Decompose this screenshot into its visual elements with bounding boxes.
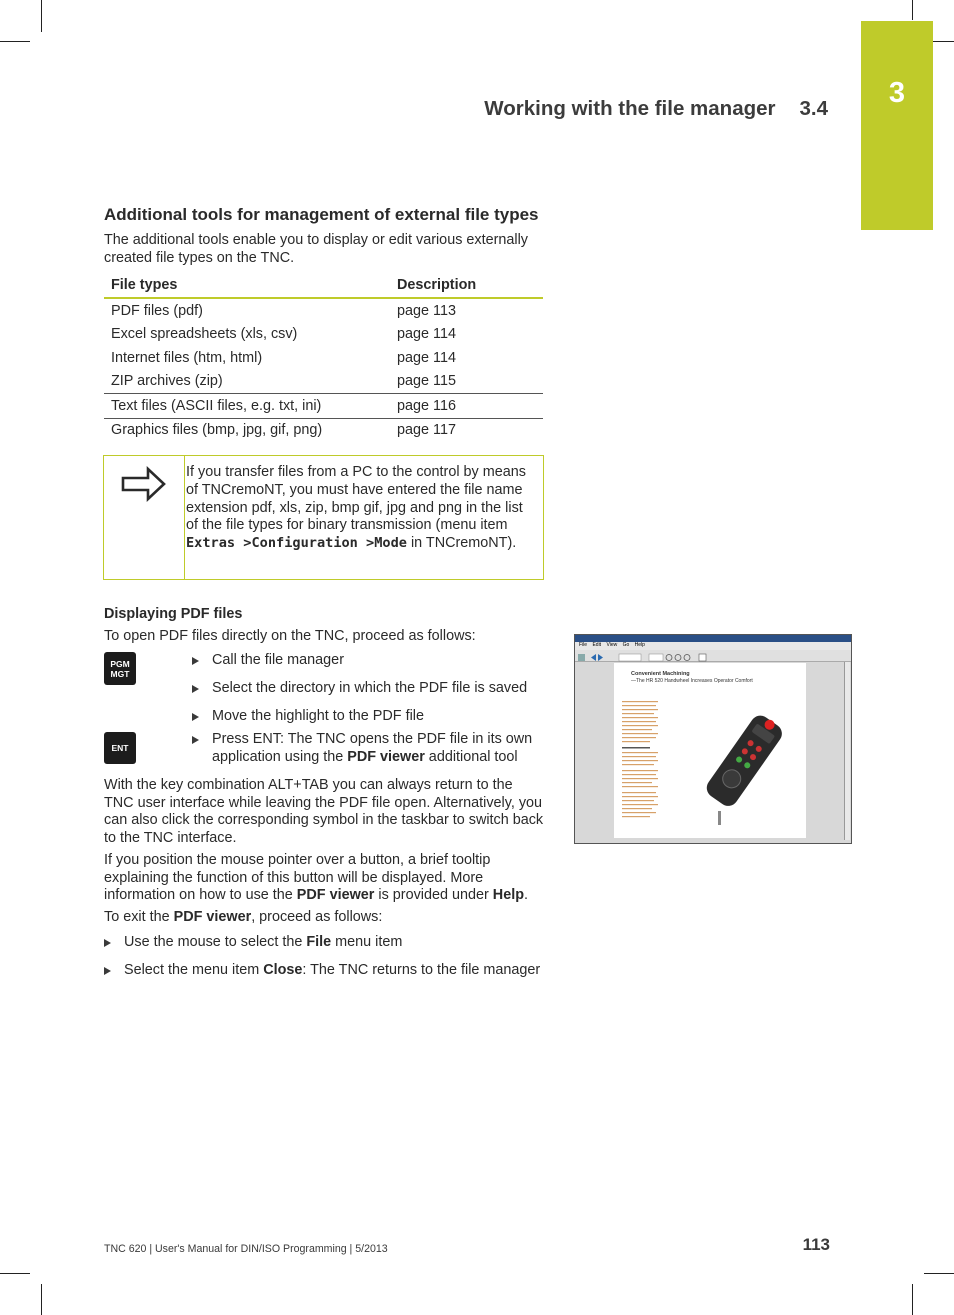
step4-text-before: Press ENT: The TNC opens the PDF file in its own application using the [212, 731, 533, 765]
cell-description: page 114 [397, 326, 456, 343]
viewer-document-page [614, 663, 806, 838]
running-head [484, 97, 828, 121]
step-text [124, 962, 544, 980]
crop-mark [0, 41, 30, 42]
note-text [186, 464, 536, 553]
step-move-highlight [192, 708, 542, 726]
step-bullet-icon [104, 967, 111, 975]
cell-file-type: Excel spreadsheets (xls, csv) [111, 326, 298, 343]
note-text-after: in TNCremoNT). [406, 535, 517, 552]
bullet1-text-after: menu item [331, 934, 403, 950]
note-box [103, 455, 544, 580]
step-text [124, 934, 544, 952]
cell-description: page 114 [397, 349, 456, 366]
pdf-viewer-screenshot [574, 634, 852, 844]
arrow-right-icon [121, 466, 167, 502]
step-press-ent [192, 731, 542, 766]
intro-paragraph: The additional tools enable you to display or edit various externally created file types on the TNC. [104, 232, 528, 266]
section-title: Additional tools for management of external file types [104, 205, 539, 224]
pgm-mgt-key-line1: PGM [110, 659, 130, 669]
viewer-toolbar [575, 650, 851, 662]
bullet2-text-after: : The TNC returns to the file manager [302, 962, 541, 978]
step4-bold: PDF viewer [347, 748, 425, 765]
header-file-types: File types [104, 272, 390, 298]
step-select-directory [192, 680, 542, 698]
table-header-row [104, 272, 543, 298]
cell-file-type: Internet files (htm, html) [111, 349, 263, 366]
cell-description: page 113 [397, 302, 456, 319]
exit-bold: PDF viewer [173, 909, 252, 925]
table-row [104, 394, 543, 419]
table-row [104, 418, 543, 442]
para2-text-before: If you position the mouse pointer over a button, a brief tooltip explaining the function of this button will be displayed. More information on how to use the [104, 852, 491, 904]
viewer-doc-title: Convenient Machining [631, 671, 690, 677]
step-text: Call the file manager [212, 652, 344, 668]
viewer-menu-edit: Edit [592, 642, 602, 648]
footer-text: TNC 620 | User's Manual for DIN/ISO Programming | 5/2013 [104, 1243, 388, 1255]
step-bullet-icon [192, 713, 199, 721]
viewer-menu-file: File [579, 642, 588, 648]
crop-mark [0, 1273, 30, 1274]
crop-mark [912, 1284, 913, 1315]
viewer-doc-illustration [614, 663, 806, 838]
bullet2-bold: Close [263, 962, 303, 978]
chapter-tab [861, 21, 933, 230]
step-bullet-icon [192, 685, 199, 693]
viewer-menu-bar [575, 642, 851, 650]
pdf-intro: To open PDF files directly on the TNC, proceed as follows: [104, 628, 476, 644]
viewer-menu-view: View [606, 642, 618, 648]
header-description: Description [390, 272, 543, 298]
cell-file-type: ZIP archives (zip) [104, 370, 390, 394]
viewer-menu-go: Go [622, 642, 630, 648]
table-row [104, 346, 543, 370]
cell-file-type: PDF files (pdf) [111, 302, 203, 319]
step-bullet-icon [192, 657, 199, 665]
exit-text-before: To exit the [104, 909, 174, 925]
viewer-menu-help: Help [634, 642, 645, 648]
para2-text-mid: is provided under [374, 887, 493, 904]
step-text: Select the directory in which the PDF file is saved [212, 680, 528, 696]
crop-mark [924, 1273, 954, 1274]
exit-text-after: , proceed as follows: [251, 909, 383, 925]
exit-paragraph [104, 909, 544, 927]
exit-step-close [104, 962, 544, 980]
viewer-doc-subtitle: —The HR 520 Handwheel Increases Operator Comfort [631, 678, 753, 684]
page-number: 113 [802, 1235, 830, 1254]
para2-bold-pdf-viewer: PDF viewer [296, 887, 375, 904]
note-icon-cell [104, 456, 185, 579]
cell-file-type: Graphics files (bmp, jpg, gif, png) [111, 422, 323, 439]
table-row [104, 370, 543, 394]
chapter-number: 3 [888, 77, 906, 109]
table-row [104, 323, 543, 347]
step4-text-after: additional tool [424, 748, 518, 765]
note-text-before: If you transfer files from a PC to the control by means of TNCremoNT, you must have entered the file name extension pdf, xls, zip, bmp gif, jpg and png in the list of the file types for binary transmission (menu item [186, 464, 526, 534]
crop-mark [41, 1284, 42, 1315]
tooltip-paragraph [104, 852, 544, 905]
step-text [212, 731, 542, 766]
ent-key[interactable]: ENT [104, 732, 136, 764]
viewer-title-bar [575, 635, 851, 642]
step-text: Move the highlight to the PDF file [212, 708, 424, 724]
viewer-toolbar-icons [575, 652, 725, 663]
step-call-file-manager [192, 652, 542, 670]
file-types-table [104, 272, 543, 442]
cell-description: page 116 [390, 394, 543, 419]
bullet2-text-before: Select the menu item [124, 962, 264, 978]
pgm-mgt-key[interactable] [104, 652, 136, 685]
table-row [104, 298, 543, 323]
exit-step-select-file [104, 934, 544, 952]
note-menu-path: Extras >Configuration >Mode [186, 535, 407, 552]
pgm-mgt-key-line2: MGT [110, 669, 130, 679]
running-head-section: 3.4 [799, 97, 828, 120]
para2-text-after: . [523, 887, 528, 904]
crop-mark [41, 0, 42, 32]
alt-tab-paragraph: With the key combination ALT+TAB you can always return to the TNC user interface while leaving the PDF file open. Alternatively, you can also click the corresponding symbol in the taskbar to switch back to the TNC interface. [104, 777, 544, 846]
para2-bold-help: Help [492, 887, 524, 904]
bullet1-text-before: Use the mouse to select the [124, 934, 307, 950]
bullet1-bold: File [306, 934, 332, 950]
viewer-scrollbar [844, 662, 850, 840]
step-bullet-icon [192, 736, 199, 744]
step-bullet-icon [104, 939, 111, 947]
crop-mark [912, 0, 913, 20]
running-head-title: Working with the file manager [484, 97, 776, 120]
cell-description: page 117 [397, 422, 456, 439]
cell-description: page 115 [390, 370, 543, 394]
cell-file-type: Text files (ASCII files, e.g. txt, ini) [104, 394, 390, 419]
pdf-heading: Displaying PDF files [104, 606, 243, 622]
